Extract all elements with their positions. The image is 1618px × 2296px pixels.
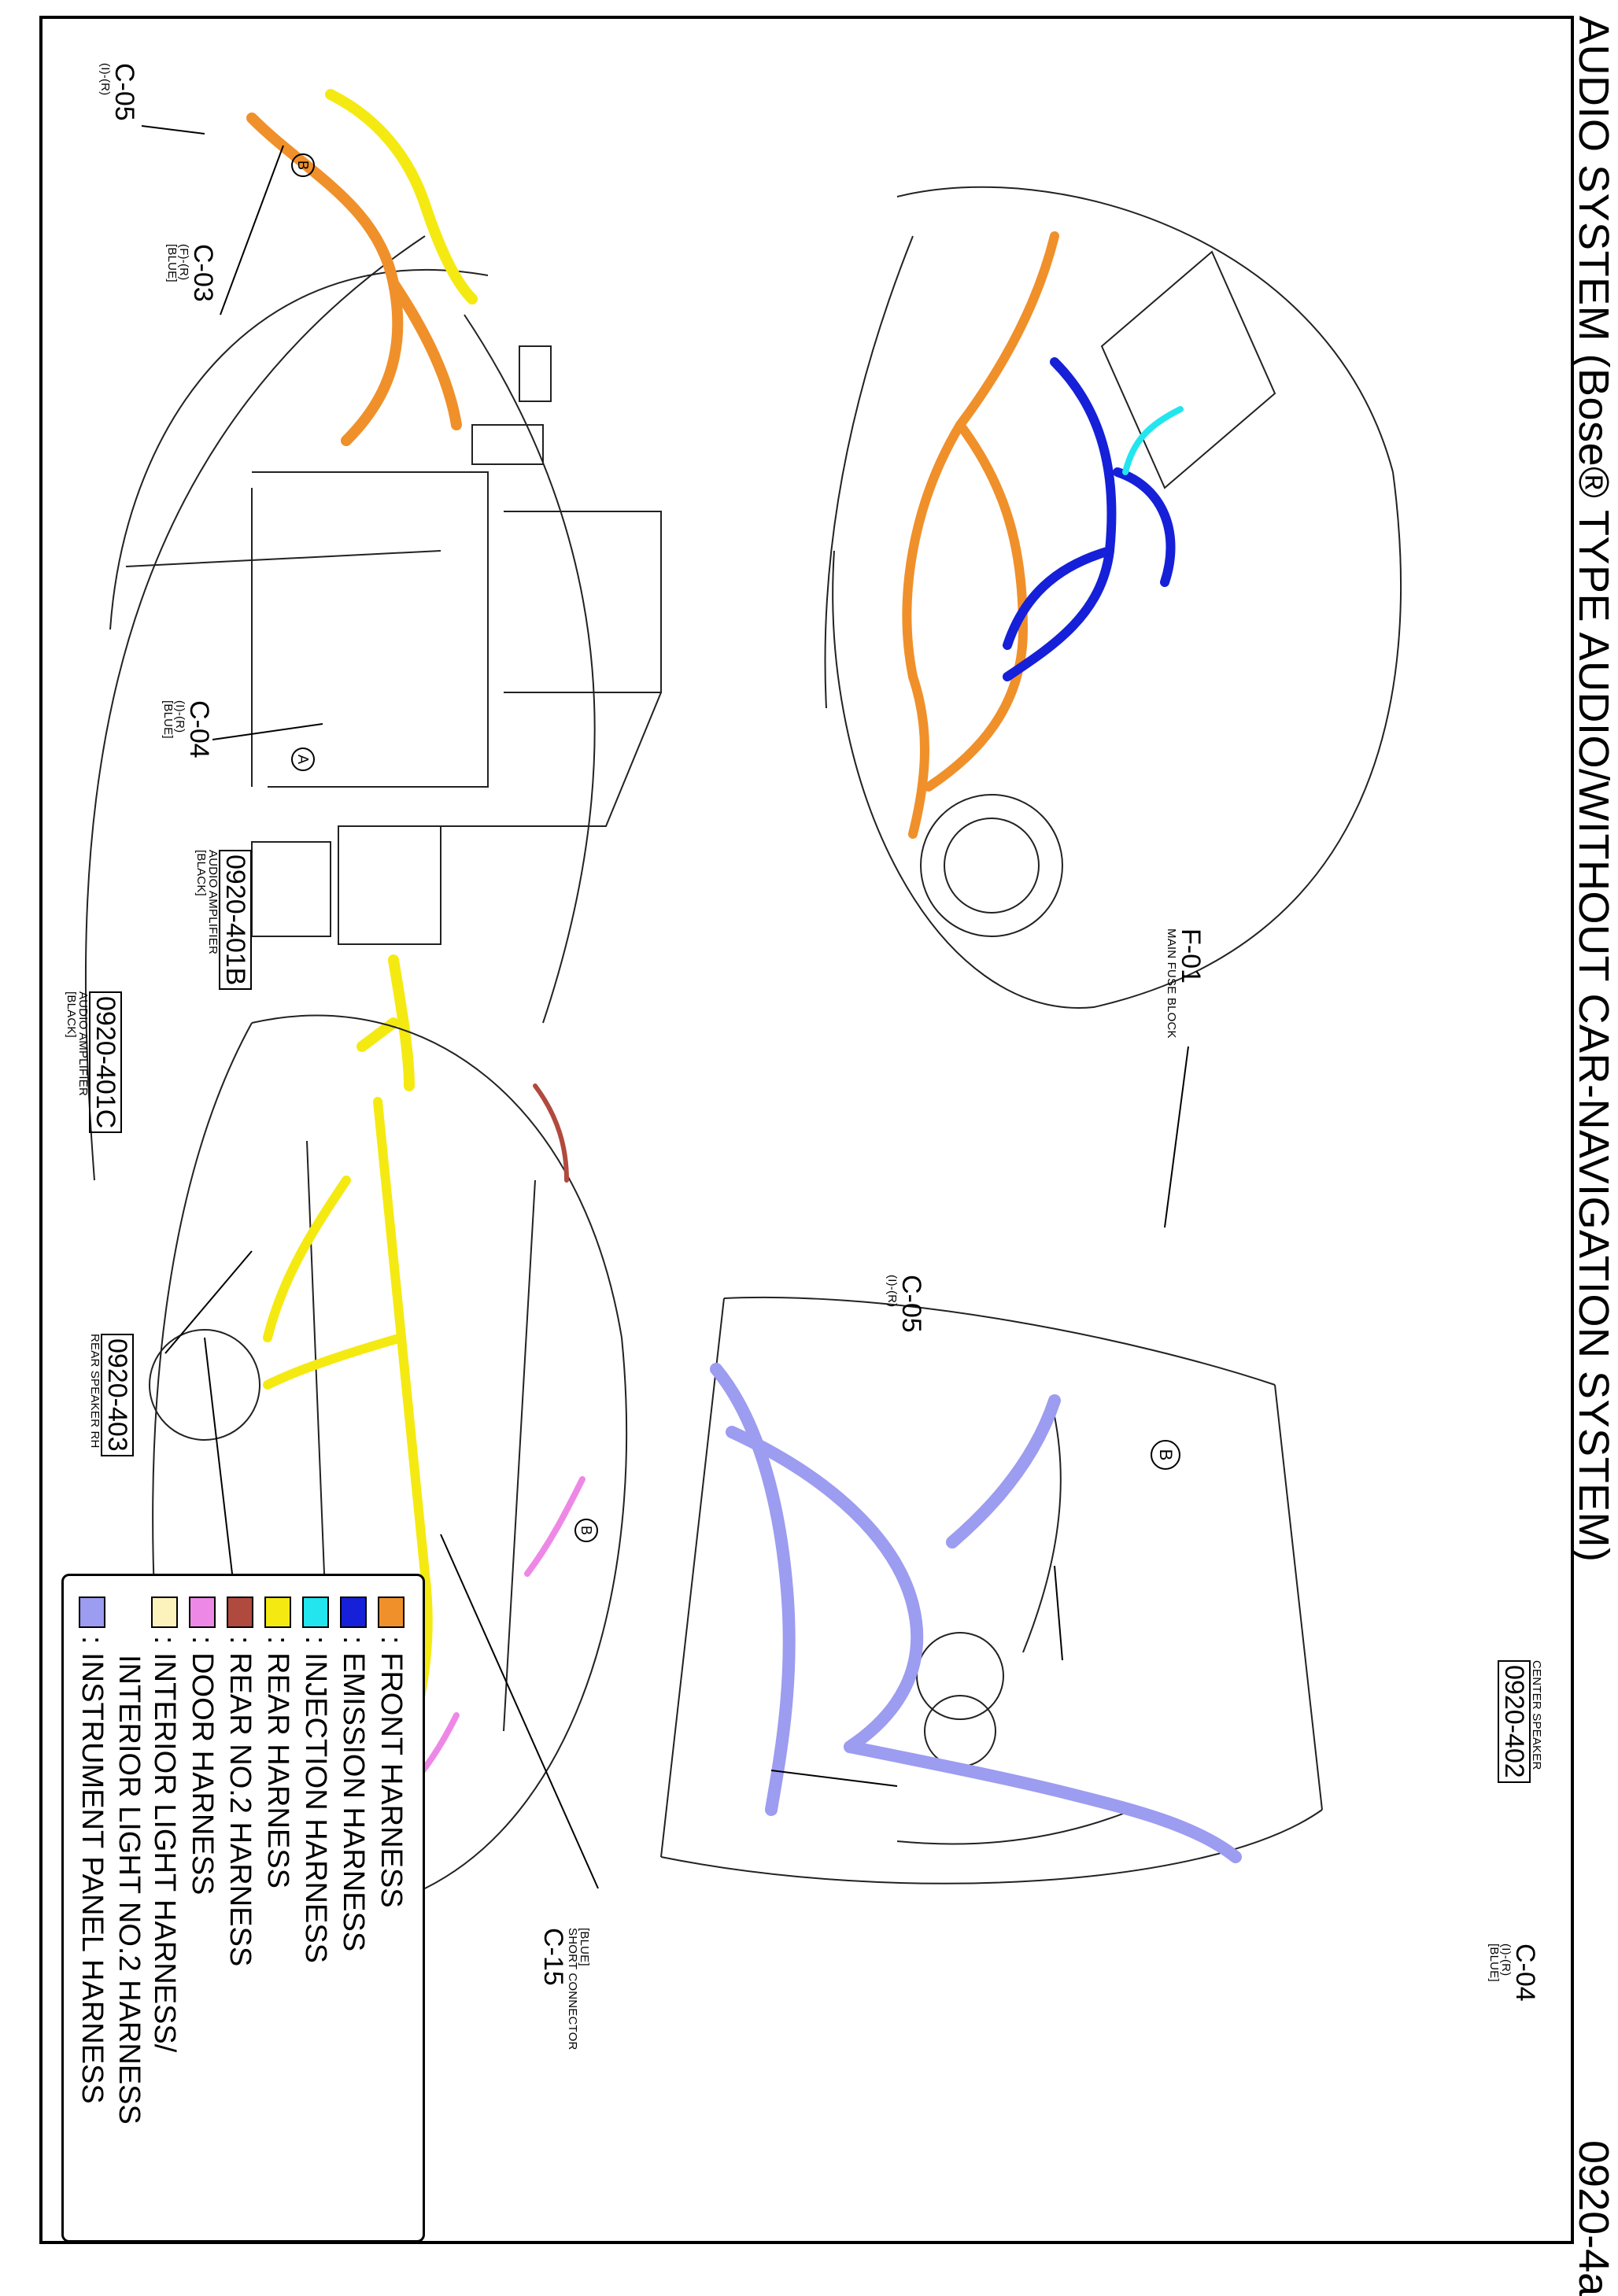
connector-code: C-04 — [1510, 1943, 1540, 2002]
connector-desc: CENTER SPEAKER — [1530, 1660, 1543, 1770]
legend-label: : FRONT HARNESS — [375, 1636, 408, 1908]
connector-detail: (I)-(R) — [98, 63, 112, 96]
legend-label: : EMISSION HARNESS — [337, 1636, 371, 1952]
legend-label-continuation: INTERIOR LIGHT NO.2 HARNESS — [113, 1655, 146, 2124]
connector-detail: (I)-(R) — [173, 700, 187, 733]
page-title: AUDIO SYSTEM (Bose® TYPE AUDIO/WITHOUT CAR-NAVIGATION SYSTEM) — [1570, 16, 1617, 1563]
legend-item-emission-harness — [336, 1596, 371, 1951]
page-number: 0920-4a — [1570, 2140, 1617, 2296]
legend-item-instrument-panel-harness — [75, 1596, 109, 2104]
legend-item-front-harness — [374, 1596, 408, 1908]
instrument-panel-view — [661, 1297, 1322, 1884]
front-harness-engine — [907, 236, 1055, 834]
door-harness-body — [409, 1479, 582, 1786]
connector-code: C-04 — [184, 700, 214, 759]
connector-code: 0920-401B — [219, 850, 252, 990]
connector-detail: (I)-(R) — [1499, 1943, 1513, 1977]
connector-code: 0920-402 — [1498, 1660, 1531, 1783]
connector-color: [BLUE] — [578, 1928, 591, 1966]
marker-b-dash: B — [1151, 1440, 1180, 1470]
connector-color: [BLUE] — [165, 244, 179, 282]
marker-a-top: A — [291, 747, 315, 771]
legend-label: : DOOR HARNESS — [186, 1636, 220, 1895]
connector-color: [BLUE] — [161, 700, 175, 739]
marker-b-top: B — [291, 153, 315, 177]
connector-code: C-03 — [188, 244, 218, 302]
connector-desc: AUDIO AMPLIFIER — [206, 850, 220, 955]
legend-item-injection-harness — [298, 1596, 333, 1963]
marker-b-body: B — [574, 1519, 598, 1542]
legend-swatch — [340, 1596, 367, 1628]
legend-swatch — [378, 1596, 404, 1628]
connector-c05-top — [99, 63, 138, 121]
connector-code: 0920-401C — [89, 991, 122, 1133]
connector-f01 — [1165, 928, 1204, 1039]
connector-c04-top — [162, 700, 212, 759]
connector-c05-dash — [886, 1275, 925, 1333]
legend-label: : INTERIOR LIGHT HARNESS/ — [148, 1636, 182, 2053]
legend-swatch — [79, 1596, 105, 1628]
legend-label: : INJECTION HARNESS — [299, 1636, 333, 1963]
legend-label: : REAR NO.2 HARNESS — [223, 1636, 257, 1967]
connector-desc: MAIN FUSE BLOCK — [1165, 928, 1178, 1039]
connector-detail: (F)-(R) — [177, 244, 190, 281]
harness-color-legend — [61, 1574, 425, 2242]
connector-c03 — [166, 244, 216, 302]
connector-0920-402 — [1498, 1660, 1542, 1783]
connector-code: C-05 — [109, 63, 139, 121]
legend-swatch — [302, 1596, 329, 1628]
legend-label: : REAR HARNESS — [261, 1636, 295, 1888]
connector-desc: REAR SPEAKER RH — [88, 1334, 102, 1449]
connector-c04-dash — [1488, 1943, 1539, 2002]
connector-code: C-05 — [896, 1275, 926, 1333]
connector-c15 — [540, 1928, 590, 2051]
legend-swatch — [151, 1596, 178, 1628]
connector-color: [BLACK] — [194, 850, 208, 896]
rear-harness-routing-top — [331, 94, 472, 1086]
legend-item-door-harness — [185, 1596, 220, 1895]
connector-0920-401c — [65, 991, 122, 1133]
connector-code: C-15 — [538, 1928, 568, 1986]
legend-swatch — [227, 1596, 253, 1628]
connector-desc: AUDIO AMPLIFIER — [76, 991, 90, 1097]
connector-color: [BLUE] — [1487, 1943, 1501, 1982]
legend-label: : INSTRUMENT PANEL HARNESS — [76, 1636, 109, 2104]
legend-item-rear-harness — [260, 1596, 295, 1888]
emission-harness-engine — [1007, 362, 1171, 677]
connector-0920-401b — [195, 850, 252, 990]
legend-item-rear-no2-harness — [223, 1596, 257, 1966]
legend-swatch — [189, 1596, 216, 1628]
connector-detail: (I)-(R) — [885, 1275, 899, 1308]
legend-swatch — [264, 1596, 291, 1628]
connector-0920-403 — [89, 1334, 134, 1456]
connector-color: [BLACK] — [65, 991, 78, 1038]
connector-desc: SHORT CONNECTOR — [566, 1928, 579, 2051]
connector-code: 0920-403 — [101, 1334, 134, 1456]
legend-item-interior-light-harness — [147, 1596, 182, 2052]
connector-code: F-01 — [1176, 928, 1206, 984]
